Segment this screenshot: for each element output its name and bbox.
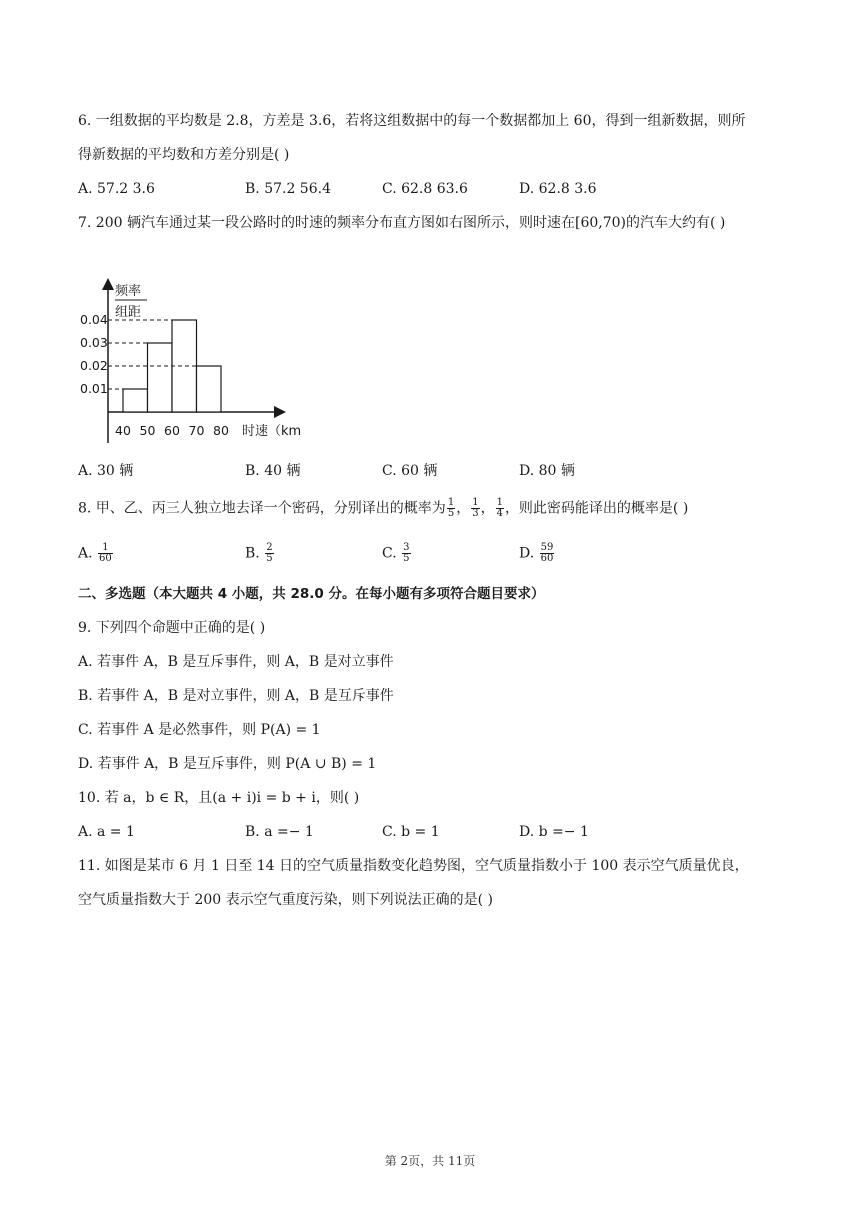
q8-stem-part-a: 8. 甲、乙、丙三人独立地去译一个密码，分别译出的概率为 (78, 500, 446, 517)
q9-option-a: A. 若事件 A，B 是互斥事件，则 A，B 是对立事件 (78, 654, 394, 670)
x-axis-label: 时速（km (242, 424, 302, 439)
q6-option-c: C. 62.8 63.6 (382, 181, 468, 197)
q8-option-c: C. $\frac{3}{5}$ (382, 542, 410, 564)
q8-option-b: B. $\frac{2}{5}$ (245, 542, 273, 564)
q8-option-a: A. $\frac{1}{60}$ (78, 542, 112, 564)
section-heading-multiple-choice: 二、多选题（本大题共 4 小题，共 28.0 分。在每小题有多项符合题目要求） (78, 586, 545, 602)
q10-stem: 10. 若 a，b ∈ R，且(a + i)i = b + i，则( ) (78, 790, 360, 806)
q9-stem: 9. 下列四个命题中正确的是( ) (78, 620, 266, 636)
x-tick-label-0: 40 (115, 423, 131, 438)
q6-option-b: B. 57.2 56.4 (245, 181, 331, 197)
q8-fraction-2: $\frac{1}{3}$ (472, 497, 479, 519)
y-tick-label-3: 0.04 (80, 312, 108, 327)
page-footer: 第 2页，共 11页 (384, 1154, 476, 1168)
y-label-top: 频率 (115, 284, 142, 299)
q6-option-d: D. 62.8 3.6 (519, 181, 597, 197)
y-tick-label-1: 0.02 (80, 358, 108, 373)
q10-option-a: A. a = 1 (78, 824, 135, 840)
q9-option-c: C. 若事件 A 是必然事件，则 P(A) = 1 (78, 722, 321, 738)
q7-stem: 7. 200 辆汽车通过某一段公路时的时速的频率分布直方图如右图所示，则时速在[60,70)的汽车大约有( ) (78, 215, 726, 231)
q9-option-d: D. 若事件 A，B 是互斥事件，则 P(A ∪ B) = 1 (78, 756, 377, 772)
q10-option-b: B. a =− 1 (245, 824, 314, 840)
q7-option-c: C. 60 辆 (382, 463, 438, 479)
y-tick-label-0: 0.01 (80, 381, 108, 396)
bar-0 (123, 389, 148, 412)
x-tick-label-2: 60 (164, 423, 180, 438)
q11-stem-line2: 空气质量指数大于 200 表示空气重度污染，则下列说法正确的是( ) (78, 892, 493, 908)
q8-fraction-3: $\frac{1}{4}$ (496, 497, 503, 519)
bar-1 (148, 343, 173, 412)
q8-stem: 8. 甲、乙、丙三人独立地去译一个密码，分别译出的概率为 $\frac{1}{5}$ ， $\frac{1}{3}$ ， $\frac{1}{4}$ ，则此密码能译出的概率是( ) (78, 497, 689, 519)
q10-option-c: C. b = 1 (382, 824, 440, 840)
q10-option-d: D. b =− 1 (519, 824, 589, 840)
q7-option-d: D. 80 辆 (519, 463, 575, 479)
q7-option-a: A. 30 辆 (78, 463, 134, 479)
y-tick-label-2: 0.03 (80, 335, 108, 350)
frequency-histogram (70, 278, 320, 450)
q6-stem-line2: 得新数据的平均数和方差分别是( ) (78, 147, 290, 163)
x-tick-label-4: 80 (213, 423, 229, 438)
x-tick-label-3: 70 (188, 423, 205, 438)
y-label-bottom: 组距 (115, 305, 142, 320)
q8-fraction-1: $\frac{1}{5}$ (447, 497, 455, 519)
q6-stem-line1: 6. 一组数据的平均数是 2.8，方差是 3.6，若将这组数据中的每一个数据都加上 60，得到一组新数据，则所 (78, 113, 746, 129)
q9-option-b: B. 若事件 A，B 是对立事件，则 A，B 是互斥事件 (78, 688, 394, 704)
bar-3 (197, 366, 222, 412)
q7-option-b: B. 40 辆 (245, 463, 301, 479)
q6-option-a: A. 57.2 3.6 (78, 181, 155, 197)
q8-stem-part-b: ，则此密码能译出的概率是( ) (504, 500, 689, 517)
q8-option-d: D. $\frac{59}{60}$ (519, 542, 554, 564)
q11-stem-line1: 11. 如图是某市 6 月 1 日至 14 日的空气质量指数变化趋势图，空气质量指数小于 100 表示空气质量优良， (78, 858, 749, 874)
x-tick-label-1: 50 (139, 423, 156, 438)
